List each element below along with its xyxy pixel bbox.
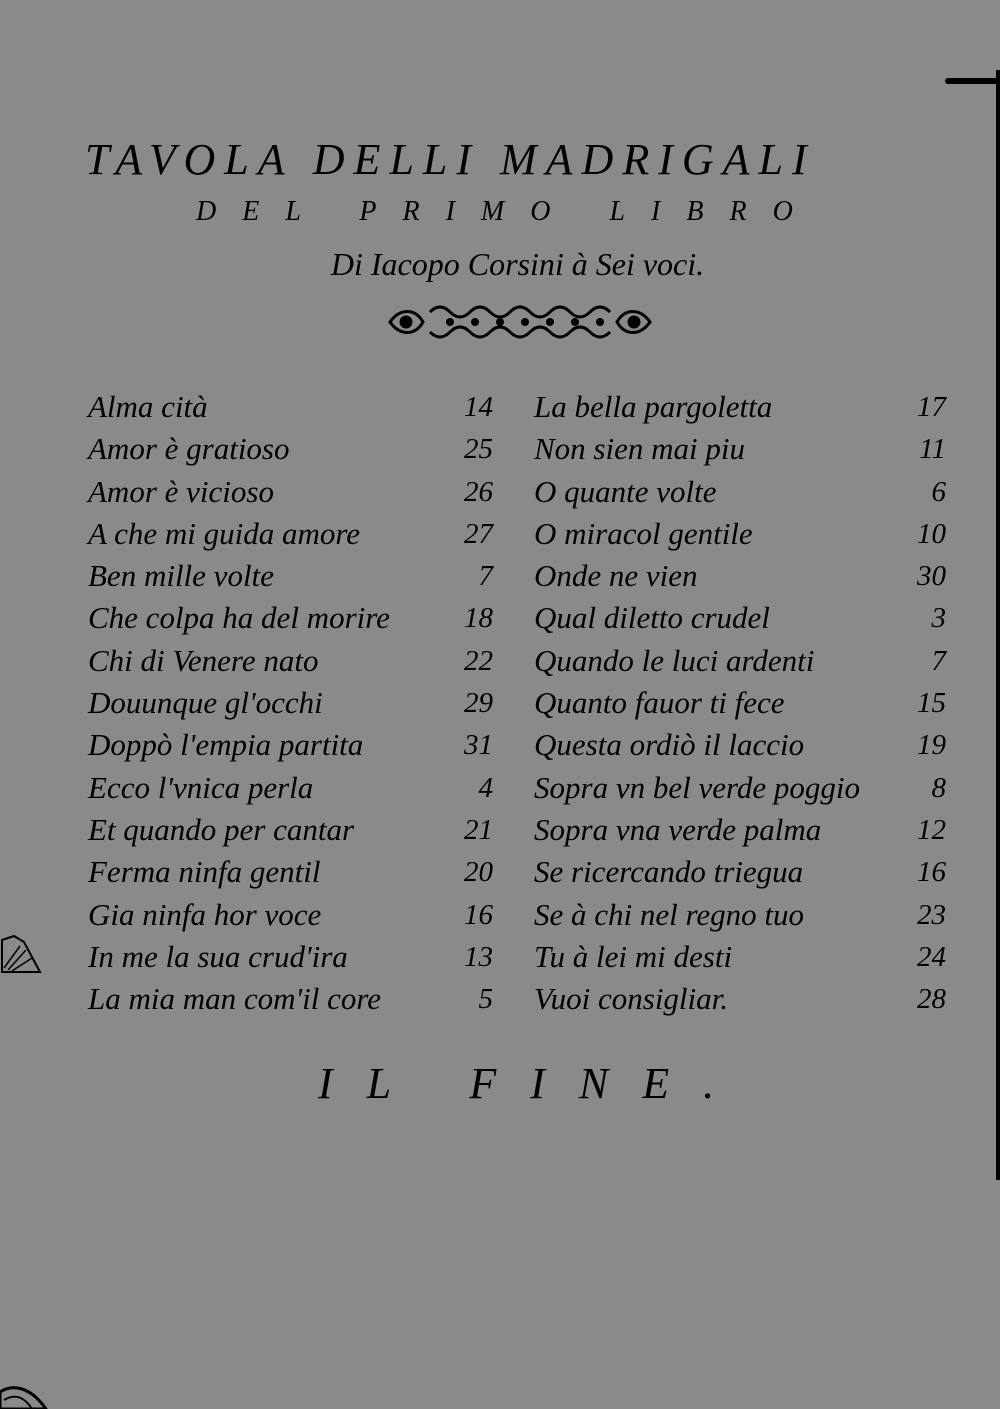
index-entry [88, 597, 493, 639]
index-entry [534, 724, 946, 766]
madrigal-title: Vuoi consigliar. [534, 981, 729, 1017]
index-entry [534, 894, 946, 936]
index-entry [88, 471, 493, 513]
index-entry [534, 640, 946, 682]
madrigal-title: Doppò l'empia partita [88, 727, 364, 763]
page-number: 11 [919, 433, 946, 466]
index-entry [88, 724, 493, 766]
index-entry [534, 513, 946, 555]
page-number: 19 [917, 729, 946, 762]
madrigal-title: Non sien mai piu [534, 431, 745, 467]
madrigal-title: Ferma ninfa gentil [88, 854, 321, 890]
madrigal-title: Amor è vicioso [88, 473, 274, 509]
page-number: 3 [931, 602, 946, 635]
page-number: 20 [464, 856, 493, 889]
end-text: IL FINE. [318, 1059, 749, 1108]
madrigal-title: Ben mille volte [88, 558, 274, 594]
index-entry [534, 682, 946, 724]
index-entry [88, 386, 493, 428]
page-number: 25 [464, 433, 493, 466]
index-entry [534, 555, 946, 597]
index-column-left [88, 386, 493, 1020]
madrigal-title: Qual diletto crudel [534, 600, 770, 636]
madrigal-title: Chi di Venere nato [88, 642, 319, 678]
author-line: Di Iacopo Corsini à Sei voci. [330, 246, 705, 282]
madrigal-title: Quanto fauor ti fece [534, 685, 785, 721]
index-entry [534, 597, 946, 639]
madrigal-title: Se à chi nel regno tuo [534, 896, 805, 932]
page-number: 17 [917, 391, 946, 423]
index-entry [88, 513, 493, 555]
page-number: 30 [917, 560, 946, 593]
page-number: 16 [917, 856, 946, 889]
page-number: 7 [931, 644, 946, 677]
index-entry [88, 428, 493, 470]
madrigal-title: Tu à lei mi desti [534, 938, 733, 974]
page-number: 23 [917, 898, 946, 931]
madrigal-title: Onde ne vien [534, 558, 698, 594]
index-entry [88, 978, 493, 1020]
page-number: 26 [464, 475, 493, 508]
index-entry [88, 851, 493, 893]
printer-ornament-icon [385, 298, 655, 346]
ink-blot-icon [0, 1382, 50, 1409]
index-entry [534, 428, 946, 470]
page-number: 10 [917, 517, 946, 550]
madrigal-title: In me la sua crud'ira [88, 938, 348, 974]
madrigal-title: Et quando per cantar [88, 811, 355, 847]
page-title: TAVOLA DELLI MADRIGALI [85, 135, 816, 184]
index-entry [88, 555, 493, 597]
index-entry [534, 851, 946, 893]
index-entry [534, 767, 946, 809]
page-number: 22 [464, 644, 493, 677]
madrigal-title: Quando le luci ardenti [534, 642, 815, 678]
index-entry [88, 894, 493, 936]
madrigal-title: Che colpa ha del morire [88, 600, 390, 636]
madrigal-title: Questa ordiò il laccio [534, 727, 805, 763]
index-entry [88, 767, 493, 809]
page-number: 29 [464, 687, 493, 720]
page-number: 27 [464, 517, 493, 550]
madrigal-title: La mia man com'il core [88, 981, 382, 1017]
page-number: 12 [917, 813, 946, 846]
page-number: 8 [931, 771, 946, 804]
page-number: 14 [464, 391, 493, 423]
page-number: 15 [917, 687, 946, 720]
madrigal-title: Amor è gratioso [88, 431, 290, 467]
page-edge-mark [945, 78, 1000, 84]
madrigal-title: O quante volte [534, 473, 717, 509]
page-number: 4 [478, 771, 493, 804]
page-number: 21 [464, 813, 493, 846]
page-number: 24 [917, 940, 946, 973]
index-entry [534, 809, 946, 851]
madrigal-title: Ecco l'vnica perla [88, 769, 314, 805]
index-entry [88, 936, 493, 978]
index-entry [534, 936, 946, 978]
madrigal-title: Alma cità [88, 389, 208, 424]
page-number: 13 [464, 940, 493, 973]
madrigal-title: Sopra vn bel verde poggio [534, 769, 860, 805]
madrigal-title: Se ricercando triegua [534, 854, 804, 890]
madrigal-title: Sopra vna verde palma [534, 811, 822, 847]
madrigal-title: La bella pargoletta [534, 389, 773, 424]
page-number: 16 [464, 898, 493, 931]
page-number: 18 [464, 602, 493, 635]
page-number: 5 [478, 983, 493, 1016]
page-edge-shadow [996, 70, 1000, 1180]
index-entry [534, 471, 946, 513]
index-entry [88, 640, 493, 682]
page-number: 7 [478, 560, 493, 593]
index-entry [88, 809, 493, 851]
index-entry [534, 978, 946, 1020]
page-number: 28 [917, 983, 946, 1016]
madrigal-title: O miracol gentile [534, 515, 753, 551]
index-entry [88, 682, 493, 724]
page-subtitle: DEL PRIMO LIBRO [196, 196, 819, 227]
index-column-right [534, 386, 946, 1020]
madrigal-title: Douunque gl'occhi [88, 685, 323, 721]
index-entry [534, 386, 946, 428]
page-number: 6 [931, 475, 946, 508]
page-number: 31 [464, 729, 493, 762]
ink-blot-icon [0, 932, 42, 974]
madrigal-title: Gia ninfa hor voce [88, 896, 322, 932]
madrigal-title: A che mi guida amore [88, 515, 361, 551]
